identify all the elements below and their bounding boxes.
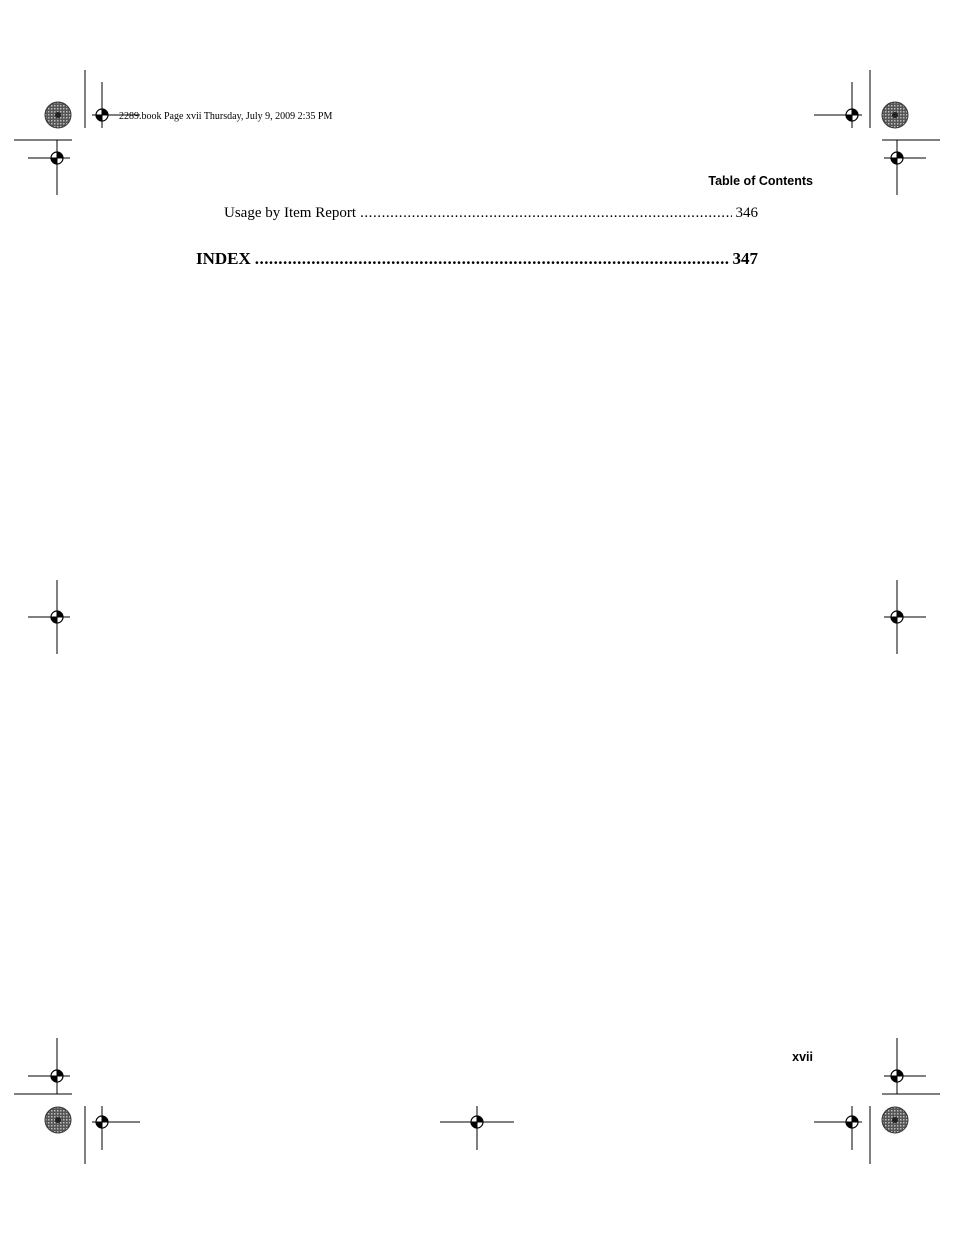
toc-dot-leader bbox=[255, 249, 729, 269]
registration-mark-top-right bbox=[814, 82, 862, 128]
toc-entry-title: INDEX bbox=[196, 249, 251, 268]
toc-entry-title: Usage by Item Report bbox=[224, 205, 357, 221]
registration-mark-left-middle bbox=[28, 580, 70, 654]
toc-entry-page: 347 bbox=[732, 249, 758, 268]
registration-mark-left-upper bbox=[28, 140, 70, 195]
registration-mark-left-lower bbox=[28, 1038, 70, 1094]
starburst-target-bottom-right bbox=[882, 1107, 908, 1133]
starburst-target-top-right bbox=[882, 102, 908, 128]
running-head: Table of Contents bbox=[708, 174, 813, 188]
starburst-target-bottom-left bbox=[45, 1107, 71, 1133]
registration-mark-right-middle bbox=[884, 580, 926, 654]
toc-entry[interactable] bbox=[224, 205, 758, 222]
registration-mark-right-lower bbox=[884, 1038, 926, 1094]
registration-mark-bottom-left bbox=[92, 1106, 140, 1150]
toc-dot-leader bbox=[360, 205, 731, 222]
registration-mark-right-upper bbox=[884, 140, 926, 195]
toc-entry[interactable] bbox=[196, 249, 758, 269]
starburst-target-top-left bbox=[45, 102, 71, 128]
print-slug-line: 2289.book Page xvii Thursday, July 9, 2009 2:35 PM bbox=[119, 111, 333, 122]
page-number: xvii bbox=[792, 1050, 813, 1064]
registration-mark-bottom-center bbox=[440, 1106, 514, 1150]
registration-mark-bottom-right bbox=[814, 1106, 862, 1150]
toc-entry-page: 346 bbox=[735, 205, 758, 221]
